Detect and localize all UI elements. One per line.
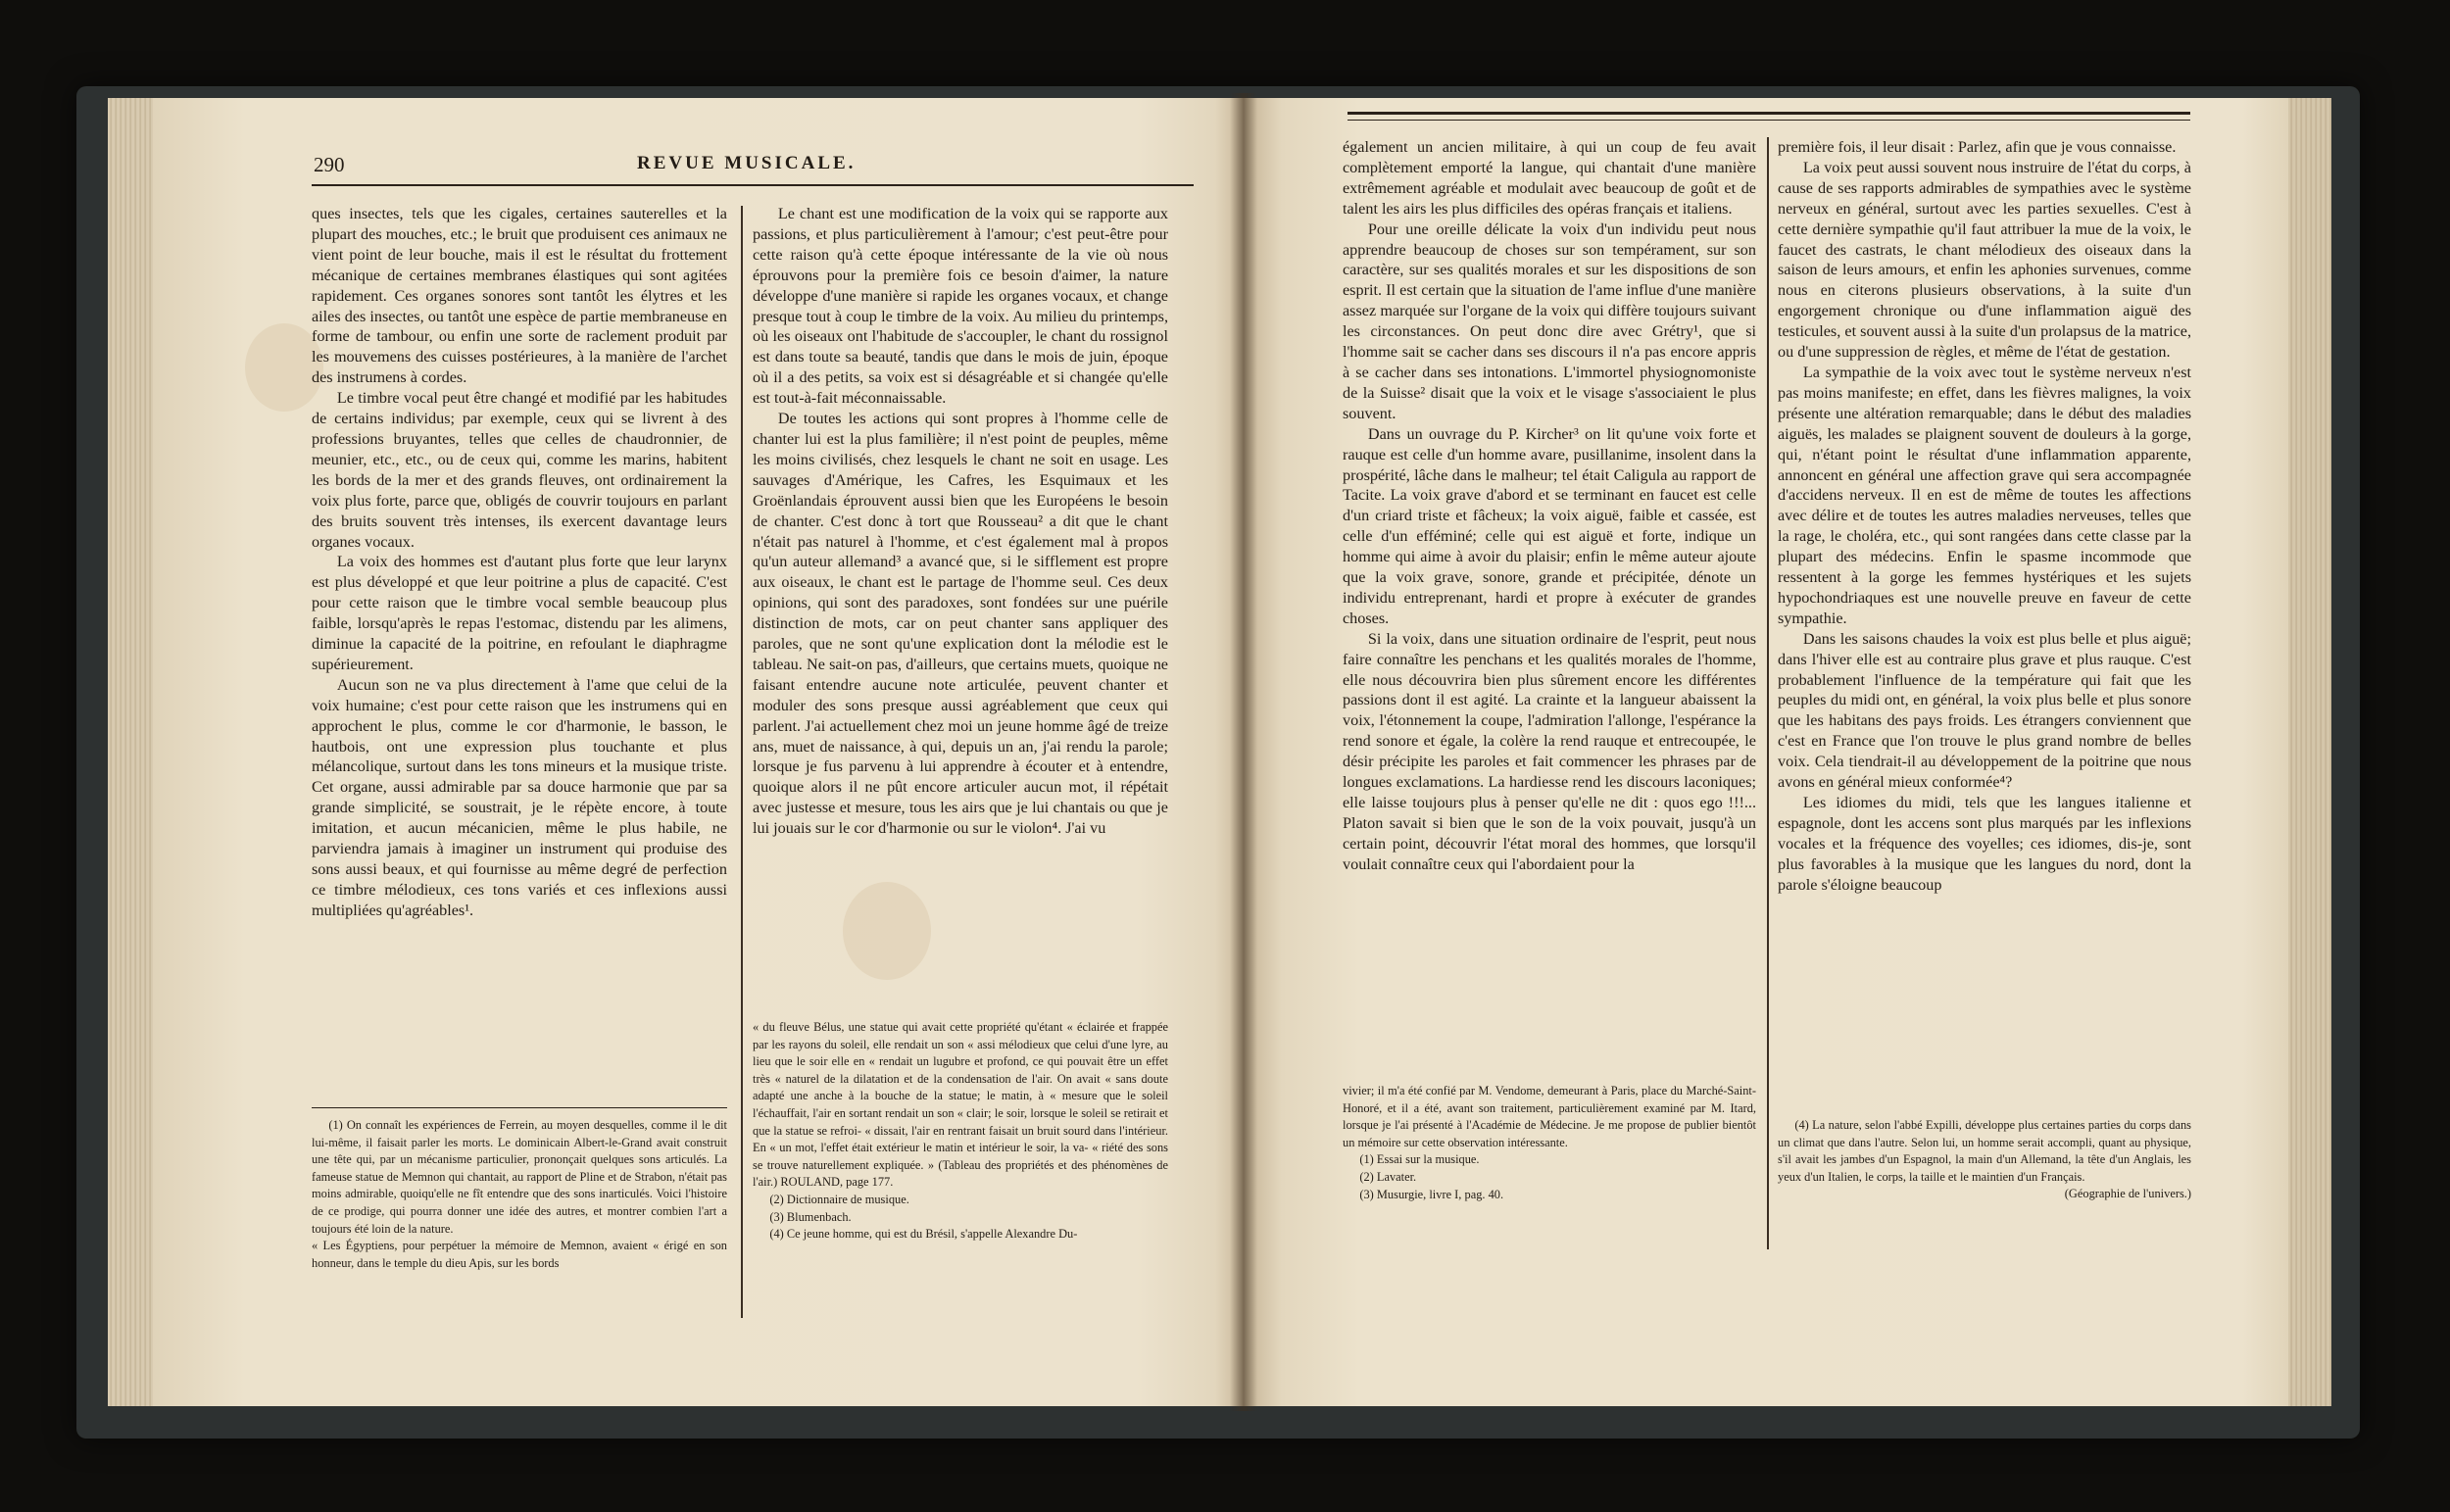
paragraph: Le chant est une modification de la voix qui se rapporte aux passions, et plus particulièrement à l'amour; c'est peut-être pour cette raison qu'à cette époque intéressante de la vie où nous éprouvons pour la première fois ce besoin d'aimer, la nature développe d'une manière si rapide les organes vocaux, et change presque tout à coup le timbre de la voix. Au milieu du printemps, où les oiseaux ont l'habitude de s'accoupler, le chant du rossignol est dans toute sa beauté, tandis que dans le mois de juin, époque où il a des petits, sa voix est si désagréable et si changée qu'elle est tout-à-fait méconnaissable.	[753, 205, 1168, 408]
paragraph: Si la voix, dans une situation ordinaire de l'esprit, peut nous faire connaître les penchans et les qualités morales de l'homme, elle nous découvrira bien plus sûrement encore les différentes passions dont il est agité. La crainte et la langueur abaissent la voix, l'étonnement la coupe, l'admiration l'allonge, l'espérance la rend sonore et égale, la colère la rend rauque et entrecoupée, le désir précipite les paroles et fait commencer les phrases par de longues exclamations. La hardiesse rend les discours laconiques; elle laisse toujours plus à penser qu'elle ne dit : quos ego !!!... Platon savait si bien que le son de la voix pouvait, jusqu'à un certain point, découvrir l'état moral des hommes, que lorsqu'il voulait connaître ceux qui l'abordaient pour la	[1343, 629, 1756, 873]
footnote: (4) La nature, selon l'abbé Expilli, développe plus certaines parties du corps dans un climat que dans l'autre. Selon lui, un homme serait accompli, quant au physique, s'il avait les jambes d'un Espagnol, la main d'un Allemand, la tête d'un Anglais, les yeux d'un Italien, le corps, la taille et le maintien d'un Français.	[1778, 1118, 2191, 1184]
paragraph: La sympathie de la voix avec tout le système nerveux n'est pas moins manifeste; en effet, dans les fièvres malignes, la voix présente une altération remarquable; dans le début des maladies aiguës, les malades se plaignent souvent de douleurs à la gorge, qui, n'étant point le résultat d'une inflammation apparente, annoncent en général une affection grave qui sera accompagnée d'accidens nerveux. Il en est de même de toutes les affections avec délire et de toutes les autres maladies nerveuses, telles que la rage, le choléra, etc., qui sont rangées dans cette classe par la plupart des médecins. Enfin le spasme incommode que ressentent à la gorge les femmes hystériques et les sujets hypochondriaques est une nouvelle preuve en faveur de cette sympathie.	[1778, 363, 2191, 627]
paragraph: De toutes les actions qui sont propres à l'homme celle de chanter lui est la plus familière; il n'est point de peuples, même les moins civilisés, chez lesquels le chant ne soit en usage. Les sauvages d'Amérique, les Cafres, les Esquimaux et les Groënlandais éprouvent aussi bien que les Européens le besoin de chanter. C'est donc à tort que Rousseau² a dit que le chant n'était pas naturel à l'homme, et c'est également mal à propos qu'un auteur allemand³ a avancé que, si le sifflement est propre aux oiseaux, le chant est le partage de l'homme seul. Ces deux opinions, qui sont des paradoxes, sont fondées sur une puérile distinction de mots, car on peut chanter sans appliquer des paroles, que ne sont qu'une explication dont la mélodie est le tableau. Ne sait-on pas, d'ailleurs, que certains muets, quoique ne faisant entendre aucune note articulée, peuvent chanter et moduler des sons presque aussi agréablement que ceux qui parlent. J'ai actuellement chez moi un jeune homme âgé de treize ans, muet de naissance, à qui, depuis un an, j'ai rendu la parole; lorsque je fus parvenu à lui apprendre à écouter et à entendre, quoique alors il ne pût encore articuler aucun mot, il répétait avec justesse et mesure, tous les airs que je lui chantais ou que je lui jouais sur le cor d'harmonie ou sur le violon⁴. J'ai vu	[753, 410, 1168, 838]
paragraph: Dans les saisons chaudes la voix est plus belle et plus aiguë; dans l'hiver elle est au contraire plus grave et plus rauque. C'est probablement l'influence de la température qui fait que les peuples du midi ont, en général, la voix plus belle et plus sonore que les habitans des pays froids. Les étrangers conviennent que c'est en France que l'on trouve le plus grand nombre de belles voix. Cela tiendrait-il au développement de la poitrine que nous avons en général mieux conformée⁴?	[1778, 629, 2191, 792]
footnote: « Les Égyptiens, pour perpétuer la mémoire de Memnon, avaient « érigé en son honneur, dans le temple du dieu Apis, sur les bords	[312, 1239, 727, 1270]
paragraph: Aucun son ne va plus directement à l'ame que celui de la voix humaine; c'est pour cette raison que les instrumens qui en approchent le plus, comme le cor d'harmonie, le basson, le hautbois, ont une expression plus touchante et plus mélancolique, surtout dans les tons mineurs et la musique triste. Cet organe, aussi admirable par sa douce harmonie que par sa grande simplicité, se soustrait, je le répète encore, à toute imitation, et aucun mécanicien, même le plus habile, ne parviendra jamais à imaginer un instrument qui produise des sons aussi beaux, et qui fournisse au même degré de perfection ce timbre mélodieux, ces tons variés et ces inflexions aussi multipliées qu'agréables¹.	[312, 675, 727, 919]
paragraph: ques insectes, tels que les cigales, certaines sauterelles et la plupart des mouches, etc.; le bruit que produisent ces animaux ne vient point de leur bouche, mais il est le résultat du frottement mécanique de certaines membranes élastiques qui sont agitées rapidement. Ces organes sonores sont tantôt les élytres et les ailes des insectes, ou tantôt une espèce de partie membraneuse en forme de tambour, ou enfin une sorte de raclement produit par les mouvemens des cuisses postérieures, à la manière de l'archet des instrumens à cordes.	[312, 205, 727, 387]
footnote: (1) On connaît les expériences de Ferrein, au moyen desquelles, comme il le dit lui-même, il faisait parler les morts. Le dominicain Albert-le-Grand avait construit une tête qui, par un mécanisme particulier, prononçait quelques sons articulés. La fameuse statue de Memnon qui chantait, au rapport de Pline et de Strabon, n'était pas moins admirable, quoiqu'elle ne fît entendre que des sons inarticulés. Voici l'histoire de ce prodige, qui pourra donner une idée des autres, et montrer combien l'art a toujours été loin de la nature.	[312, 1118, 727, 1236]
right-page-column-1	[1343, 137, 1756, 875]
running-head: REVUE MUSICALE.	[637, 153, 857, 173]
header-rule	[1348, 120, 2190, 121]
right-page-column-2-footnotes	[1778, 1117, 2191, 1203]
left-page-column-2-footnotes	[753, 1019, 1168, 1244]
paragraph: première fois, il leur disait : Parlez, afin que je vous connaisse.	[1778, 138, 2177, 156]
left-page-column-2	[753, 204, 1168, 839]
left-page-column-1-footnotes	[312, 1117, 727, 1272]
paragraph: Dans un ouvrage du P. Kircher³ on lit qu'une voix forte et rauque est celle d'un homme avare, pusillanime, insolent dans la prospérité, lâche dans le malheur; tel était Caligula au rapport de Tacite. La voix grave d'abord et se terminant en faucet est celle d'un criard triste et fâcheux; la voix aiguë, faible et cassée, est celle d'un efféminé; celle qui est aiguë et forte, indique un homme qui aime à avoir du plaisir; enfin le même auteur ajoute que la voix grave, sonore, grande et précipitée, dénote un individu entreprenant, hardi et propre à exécuter de grandes choses.	[1343, 424, 1756, 627]
paragraph: Pour une oreille délicate la voix d'un individu peut nous apprendre beaucoup de choses sur son tempérament, sur son caractère, sur ses qualités morales et sur les dispositions de son esprit. Il est certain que la situation de l'ame influe d'une manière assez marquée sur l'organe de la voix qui diffère toujours suivant les circonstances. On peut donc dire avec Grétry¹, que si l'homme sait se cacher dans ses discours il n'a pas encore appris à se cacher dans ses intonations. L'immortel physiognomoniste de la Suisse² disait que la voix et le visage s'associaient le plus souvent.	[1343, 219, 1756, 422]
column-divider	[1767, 137, 1769, 1249]
footnote: (1) Essai sur la musique.	[1359, 1152, 1480, 1167]
paragraph: La voix des hommes est d'autant plus forte que leur larynx est plus développé et que leur poitrine a plus de capacité. C'est pour cette raison que le timbre vocal semble beaucoup plus faible, lorsqu'après le repas l'estomac, distendu par les alimens, diminue la capacité de la poitrine, en refoulant le diaphragme supérieurement.	[312, 553, 727, 673]
left-page-column-1	[312, 204, 727, 921]
footnote: (2) Lavater.	[1359, 1169, 1417, 1184]
header-rule	[312, 184, 1194, 186]
footnote-source: (Géographie de l'univers.)	[2064, 1187, 2191, 1201]
footnote: (3) Blumenbach.	[769, 1209, 852, 1224]
right-page-column-2	[1778, 137, 2191, 896]
right-page-edges	[2288, 98, 2331, 1406]
book-gutter	[1230, 93, 1257, 1411]
paragraph: également un ancien militaire, à qui un coup de feu avait complètement emporté la langue, qui chantait d'une manière extrêmement agréable et modulait avec beaucoup de goût et de talent les airs les plus difficiles des opéras français et italiens.	[1343, 138, 1756, 218]
column-divider	[741, 206, 743, 1318]
footnote: « du fleuve Bélus, une statue qui avait cette propriété qu'étant « éclairée et frappée par les rayons du soleil, elle rendait un son « assi mélodieux que celui d'une lyre, au lieu que le soir elle en « rendait un lugubre et profond, ce qui pouvait être un effet très « naturel de la dilatation et de la condensation de l'air. On avait « sans doute adapté une anche à la bouche de la statue; le matin, à « mesure que le soleil l'échauffait, l'air en sortant rendait un son « clair; le soir, lorsque le soleil se retirait et que la statue se refroi- « dissait, l'air en rentrant faisait un bruit sourd dans l'intérieur. En « un mot, l'effet était extérieur le matin et intérieur le soir, la va- « riété des sons se trouve naturellement expliquée. » (Tableau des propriétés et des phénomènes de l'air.) ROULAND, page 177.	[753, 1020, 1168, 1190]
footnote: vivier; il m'a été confié par M. Vendome, demeurant à Paris, place du Marché-Saint-Honoré, et il a été, avant son traitement, particulièrement examiné par M. Itard, lorsque je l'ai présenté à l'Académie de Médecine. Je me propose de publier bientôt un mémoire sur cette observation intéressante.	[1343, 1084, 1756, 1149]
right-page-column-1-footnotes	[1343, 1083, 1756, 1203]
paragraph: La voix peut aussi souvent nous instruire de l'état du corps, à cause de ses rapports admirables de sympathies avec le système nerveux en général, surtout avec les parties sexuelles. C'est à cette dernière sympathie qu'il faut attribuer la mue de la voix, le faucet des castrats, le chant mélodieux des oiseaux dans la saison de leurs amours, et enfin les aphonies survenues, comme nous en citerons plusieurs observations, à la suite d'un engorgement chronique ou d'une inflammation aiguë des testicules, et souvent aussi à la suite d'un prolapsus de la matrice, ou d'une suppression de règles, et même de l'état de gestation.	[1778, 158, 2191, 362]
footnote-rule	[312, 1107, 727, 1108]
footnote: (2) Dictionnaire de musique.	[769, 1192, 909, 1206]
page-number: 290	[314, 153, 345, 176]
paragraph: Le timbre vocal peut être changé et modifié par les habitudes de certains individus; par exemple, ceux qui se livrent à des professions bruyantes, telles que celles de chaudronnier, de meunier, etc., etc., ou de ceux qui, comme les marins, habitent les bords de la mer et des grands fleuves, ont ordinairement la voix plus forte, parce que, obligés de couvrir toujours en parlant des bruits souvent très intenses, ils exercent davantage leurs organes vocaux.	[312, 389, 727, 551]
footnote: (4) Ce jeune homme, qui est du Brésil, s'appelle Alexandre Du-	[769, 1227, 1078, 1242]
footnote: (3) Musurgie, livre I, pag. 40.	[1359, 1187, 1504, 1201]
header-rule	[1348, 112, 2190, 115]
left-page-edges	[108, 98, 153, 1406]
paragraph: Les idiomes du midi, tels que les langues italienne et espagnole, dont les accens sont plus marqués par les inflexions vocales et la fréquence des voyelles; ces idiomes, dis-je, sont plus favorables à la musique que les langues du nord, dont la parole s'éloigne beaucoup	[1778, 794, 2191, 894]
paper-stain	[843, 882, 931, 980]
